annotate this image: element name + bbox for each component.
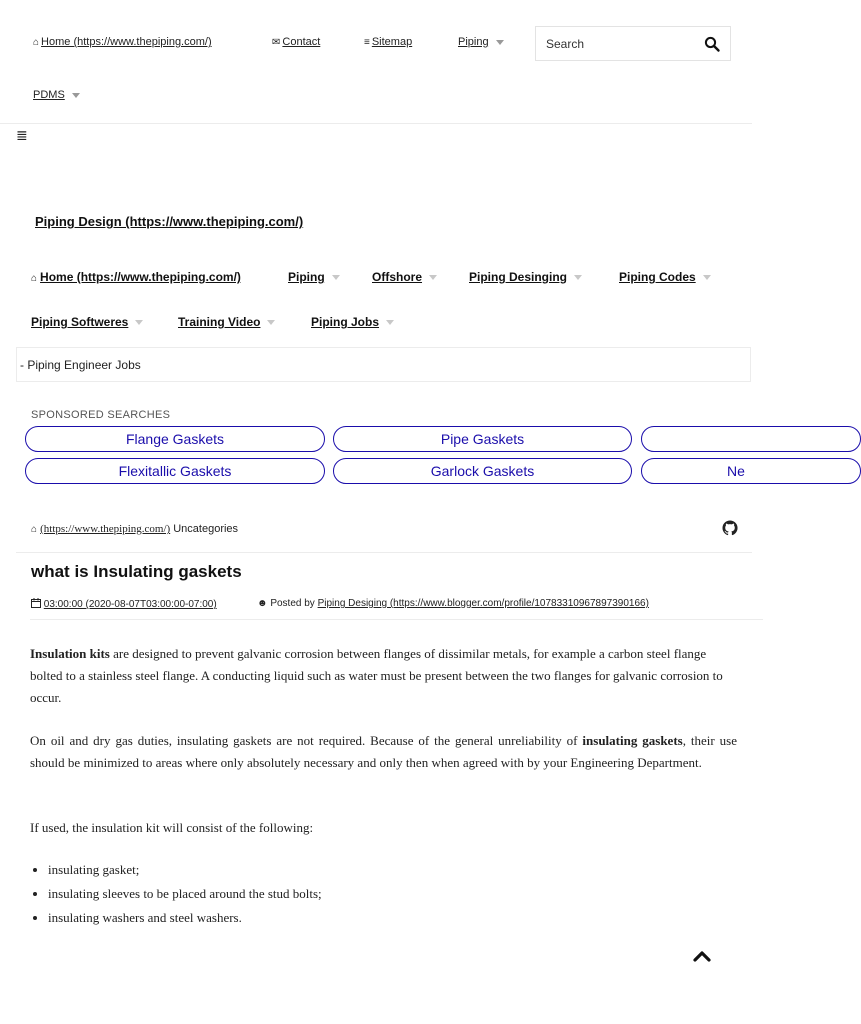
home-icon: ⌂ (31, 524, 38, 535)
breadcrumb-category: Uncategories (173, 523, 239, 535)
post-date (31, 598, 217, 610)
mainnav-offshore-dropdown[interactable]: Offshore (372, 270, 437, 284)
ad-link-partial[interactable]: Ne (641, 458, 861, 484)
mainnav-home-link[interactable]: ⌂ Home (https://www.thepiping.com/) (31, 270, 241, 284)
search-form (535, 26, 731, 61)
hamburger-icon[interactable]: ≣ (16, 127, 28, 143)
mainnav-piping-desinging-dropdown[interactable]: Piping Desinging (469, 270, 582, 284)
ad-link-flexitallic-gaskets[interactable]: Flexitallic Gaskets (25, 458, 325, 484)
post-title: what is Insulating gaskets (31, 562, 242, 581)
sponsored-label: SPONSORED SEARCHES (31, 409, 171, 421)
divider (0, 123, 752, 124)
divider (30, 619, 763, 620)
caret-down-icon (72, 93, 80, 98)
ad-link-garlock-gaskets[interactable]: Garlock Gaskets (333, 458, 632, 484)
home-icon: ⌂ (33, 37, 40, 48)
mainnav-piping-softweres-dropdown[interactable]: Piping Softweres (31, 315, 143, 329)
post-paragraph-1: Insulation kits are designed to prevent galvanic corrosion between flanges of dissimilar metals, for example a carbon steel flange bolted to a stainless steel flange. A conducting liquid such as water must be present between the two flanges for galvanic corrosion to occur. (30, 646, 723, 705)
list-item: • insulating gasket; (48, 858, 322, 882)
divider (16, 552, 752, 553)
mainnav-piping-codes-dropdown[interactable]: Piping Codes (619, 270, 711, 284)
caret-down-icon (703, 275, 711, 280)
sponsored-searches (0, 420, 745, 490)
caret-down-icon (574, 275, 582, 280)
sub-menu-bar (16, 347, 751, 382)
caret-down-icon (332, 275, 340, 280)
caret-down-icon (267, 320, 275, 325)
github-icon[interactable] (722, 520, 738, 536)
topnav-pdms-dropdown[interactable]: PDMS (33, 89, 80, 101)
post-paragraph-3: If used, the insulation kit will consist of the following: (30, 820, 314, 835)
topnav-sitemap-link[interactable]: ≡ Sitemap (364, 36, 413, 48)
list-icon: ≡ (364, 37, 370, 48)
post-bullet-list (30, 858, 322, 930)
topnav-contact-link[interactable]: ✉ Contact (272, 36, 321, 48)
mainnav-piping-dropdown[interactable]: Piping (288, 270, 340, 284)
post-paragraph-2: On oil and dry gas duties, insulating gaskets are not required. Because of the general unreliability of insulating gaskets, their use should be minimized to areas where only absolutely necessary and only then when agreed with by your Engineering Department. (30, 733, 737, 770)
chevron-up-icon[interactable] (692, 948, 712, 964)
list-item: • insulating sleeves to be placed around the stud bolts; (48, 882, 322, 906)
post-date-link[interactable]: 03:00:00 (2020-08-07T03:00:00-07:00) (43, 599, 217, 610)
ad-link-pipe-gaskets[interactable]: Pipe Gaskets (333, 426, 632, 452)
home-icon: ⌂ (31, 273, 38, 284)
breadcrumb-home-link[interactable]: (https://www.thepiping.com/) (40, 523, 171, 535)
search-input[interactable] (544, 36, 698, 52)
ad-link-flange-gaskets[interactable]: Flange Gaskets (25, 426, 325, 452)
post-author: ☻ Posted by Piping Desiging (https://www.blogger.com/profile/10783310967897390166) (257, 598, 649, 609)
topnav-home-link[interactable]: ⌂ Home (https://www.thepiping.com/) (33, 36, 212, 48)
caret-down-icon (135, 320, 143, 325)
mainnav-piping-jobs-dropdown[interactable]: Piping Jobs (311, 315, 394, 329)
envelope-icon: ✉ (272, 37, 281, 48)
topnav-piping-dropdown[interactable]: Piping (458, 36, 504, 48)
user-icon: ☻ (257, 598, 268, 609)
sub-menu-item-piping-engineer-jobs[interactable]: - Piping Engineer Jobs (20, 358, 141, 372)
author-link[interactable]: Piping Desiging (https://www.blogger.com/profile/10783310967897390166) (317, 598, 649, 609)
calendar-icon (31, 598, 41, 608)
site-title-link[interactable]: Piping Design (https://www.thepiping.com/) (35, 214, 304, 229)
ad-link-partial[interactable] (641, 426, 861, 452)
mainnav-training-video-dropdown[interactable]: Training Video (178, 315, 275, 329)
list-item: • insulating washers and steel washers. (48, 906, 322, 930)
breadcrumb (31, 523, 238, 535)
caret-down-icon (429, 275, 437, 280)
search-icon[interactable] (704, 36, 720, 52)
caret-down-icon (386, 320, 394, 325)
caret-down-icon (496, 40, 504, 45)
